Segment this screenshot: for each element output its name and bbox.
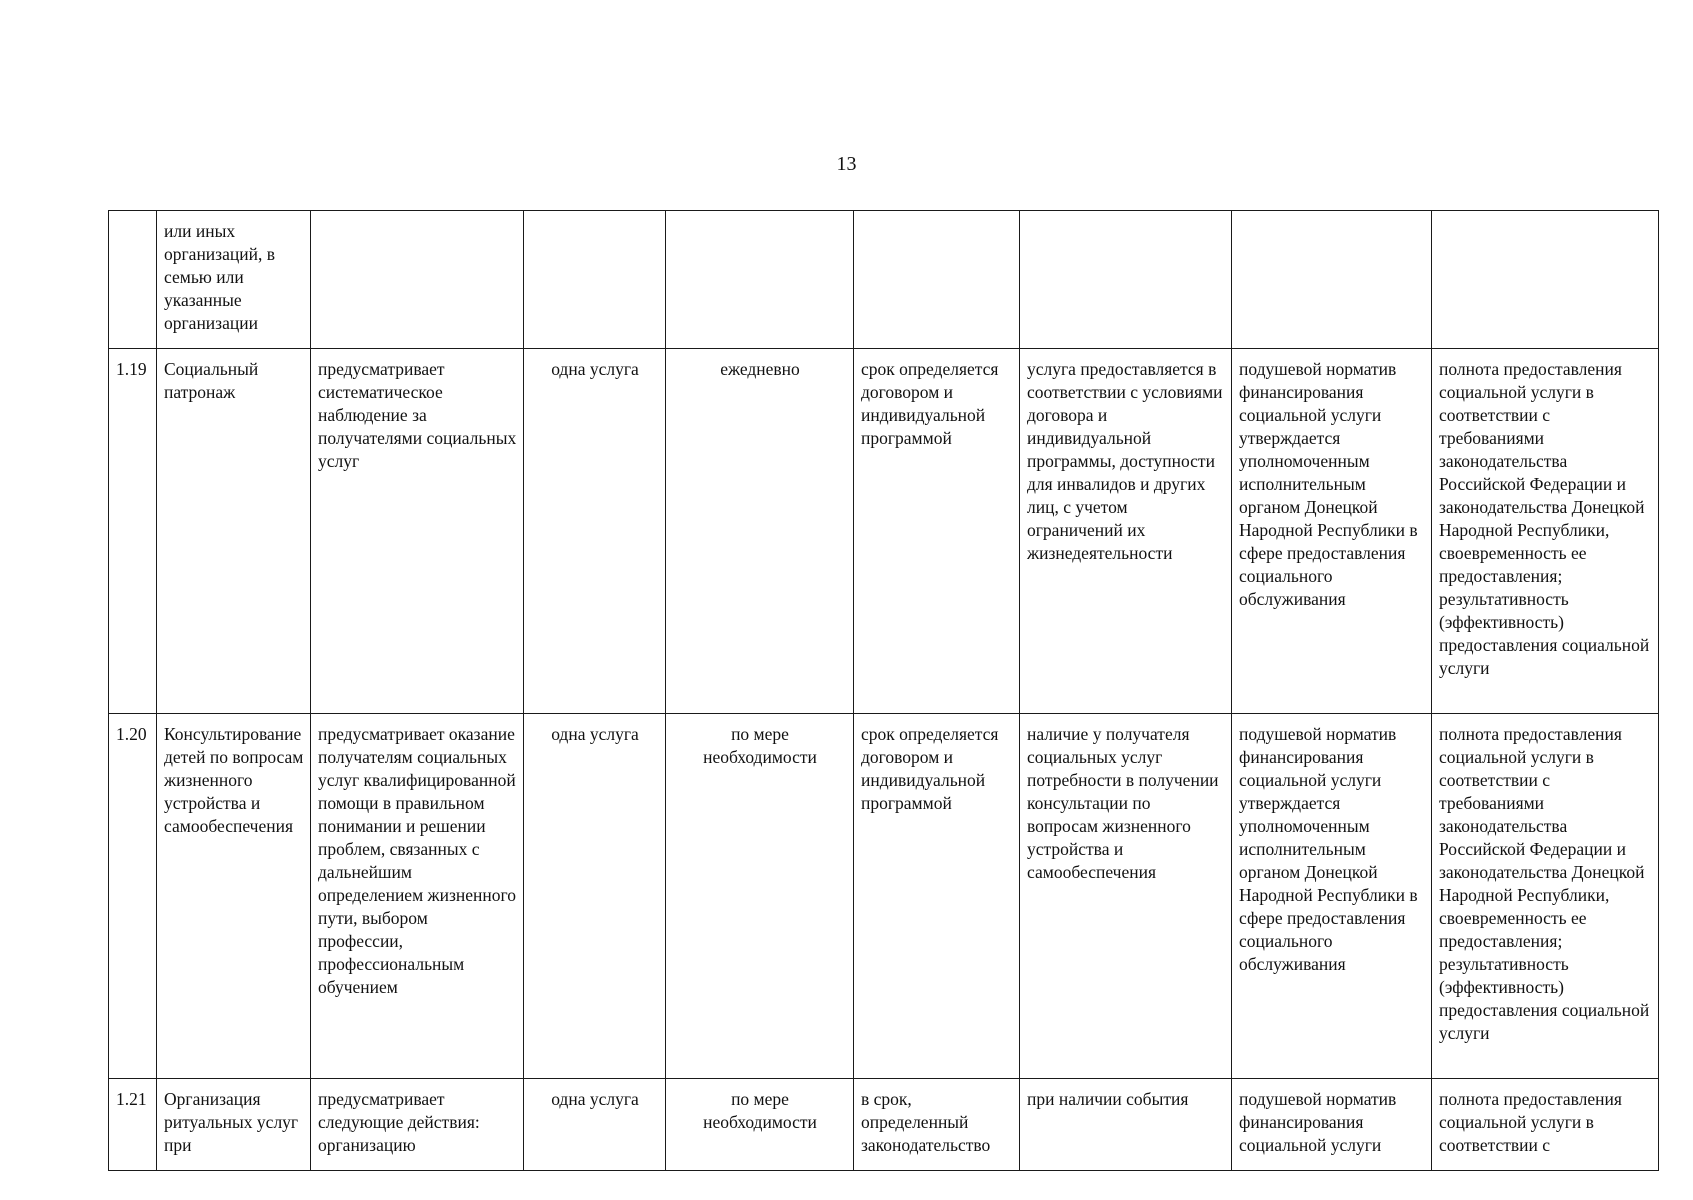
row-number: 1.20 xyxy=(109,714,157,1079)
row-number: 1.21 xyxy=(109,1079,157,1171)
service-description: предусматривает следующие действия: организацию xyxy=(311,1079,524,1171)
row-number xyxy=(109,211,157,349)
service-name: или иных организаций, в семью или указанные организации xyxy=(157,211,311,349)
service-unit: одна услуга xyxy=(524,1079,666,1171)
table-row-1-21 xyxy=(109,1079,1659,1171)
service-name: Консультирование детей по вопросам жизненного устройства и самообеспечения xyxy=(157,714,311,1079)
service-frequency: по мере необходимости xyxy=(666,714,854,1079)
service-term: срок определяется договором и индивидуальной программой xyxy=(854,349,1020,714)
table-row-1-20 xyxy=(109,714,1659,1079)
service-name: Организация ритуальных услуг при xyxy=(157,1079,311,1171)
service-quality: полнота предоставления социальной услуги в соответствии с xyxy=(1432,1079,1659,1171)
service-unit: одна услуга xyxy=(524,714,666,1079)
service-description: предусматривает систематическое наблюдение за получателями социальных услуг xyxy=(311,349,524,714)
table-row-continuation xyxy=(109,211,1659,349)
service-norm: подушевой норматив финансирования социальной услуги утверждается уполномоченным исполнительным органом Донецкой Народной Республики в сфере предоставления социального обслуживания xyxy=(1232,349,1432,714)
service-unit xyxy=(524,211,666,349)
service-term: срок определяется договором и индивидуальной программой xyxy=(854,714,1020,1079)
service-conditions: наличие у получателя социальных услуг потребности в получении консультации по вопросам жизненного устройства и самообеспечения xyxy=(1020,714,1232,1079)
service-unit: одна услуга xyxy=(524,349,666,714)
service-quality xyxy=(1432,211,1659,349)
service-conditions xyxy=(1020,211,1232,349)
service-description: предусматривает оказание получателям социальных услуг квалифицированной помощи в правильном понимании и решении проблем, связанных с дальнейшим определением жизненного пути, выбором профессии, профессиональным обучением xyxy=(311,714,524,1079)
table-row-1-19 xyxy=(109,349,1659,714)
page-number: 13 xyxy=(836,153,857,175)
service-norm xyxy=(1232,211,1432,349)
service-conditions: при наличии события xyxy=(1020,1079,1232,1171)
services-table xyxy=(108,210,1659,1171)
service-quality: полнота предоставления социальной услуги в соответствии с требованиями законодательства Российской Федерации и законодательства Донецкой Народной Республики, своевременность ее предоставления; результативность (эффективность) предоставления социальной услуги xyxy=(1432,349,1659,714)
service-name: Социальный патронаж xyxy=(157,349,311,714)
service-conditions: услуга предоставляется в соответствии с условиями договора и индивидуальной программы, доступности для инвалидов и других лиц, с учетом ограничений их жизнедеятельности xyxy=(1020,349,1232,714)
service-norm: подушевой норматив финансирования социальной услуги утверждается уполномоченным исполнительным органом Донецкой Народной Республики в сфере предоставления социального обслуживания xyxy=(1232,714,1432,1079)
service-frequency: по мере необходимости xyxy=(666,1079,854,1171)
service-term xyxy=(854,211,1020,349)
service-frequency: ежедневно xyxy=(666,349,854,714)
service-frequency xyxy=(666,211,854,349)
service-description xyxy=(311,211,524,349)
row-number: 1.19 xyxy=(109,349,157,714)
service-term: в срок, определенный законодательство xyxy=(854,1079,1020,1171)
service-norm: подушевой норматив финансирования социальной услуги xyxy=(1232,1079,1432,1171)
service-quality: полнота предоставления социальной услуги в соответствии с требованиями законодательства Российской Федерации и законодательства Донецкой Народной Республики, своевременность ее предоставления; результативность (эффективность) предоставления социальной услуги xyxy=(1432,714,1659,1079)
